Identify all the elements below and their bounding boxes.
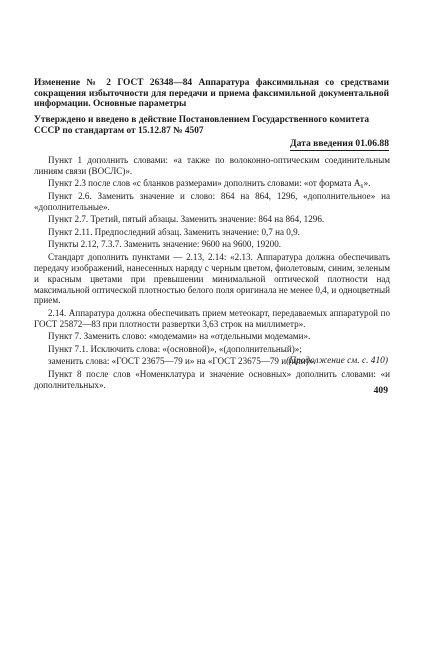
paragraph: Пункт 2.7. Третий, пятый абзацы. Заменить значение: 864 на 864, 1296. xyxy=(48,214,325,225)
paragraph: Пункт 1 дополнить словами: «а также по волоконно-оптическим соединительным линиям связи (ВОСЛС)». xyxy=(34,155,390,176)
paragraph: Пункт 7. Заменить слово: «модемами» на «отдельными модемами». xyxy=(48,331,311,342)
paragraph: Пункты 2.12, 7.3.7. Заменить значение: 9600 на 9600, 19200. xyxy=(48,239,282,250)
paragraph: 2.14. Аппаратура должна обеспечивать прием метеокарт, передаваемых аппаратурой по ГОСТ 25872—83 при плотности развертки 3,63 строк на миллиметр». xyxy=(34,307,390,329)
amendment-title: Изменение № 2 ГОСТ 26348—84 Аппаратура факсимильная со средствами сокращения избыточности для передачи и приема факсимильной документальной информации. Основные параметры xyxy=(34,78,389,110)
paragraph: Стандарт дополнить пунктами — 2.13, 2.14: «2.13. Аппаратура должна обеспечивать передачу изображений, нанесенных наряду с черным цветом, фиолетовым, синим, зеленым и красным цветами при превышении минимальной оптической плотности над максимальной оптической плотностью белого поля оригинала не менее 0,4, и одноцветный прием. xyxy=(34,251,390,306)
paragraph: Пункт 2.11. Предпоследний абзац. Заменить значение: 0,7 на 0,9. xyxy=(48,226,300,237)
continuation-note: (Продолжение см. с. 410) xyxy=(286,356,388,366)
approval-statement: Утверждено и введено в действие Постановлением Государственного комитета СССР по стандартам от 15.12.87 № 4507 xyxy=(34,115,370,136)
paragraph: заменить слова: «ГОСТ 23675—79 и» на «ГОСТ 23675—79 и (или)». xyxy=(48,356,316,367)
page-number: 409 xyxy=(373,385,388,396)
effective-date: Дата введения 01.06.88 xyxy=(289,138,389,149)
paragraph: Пункт 7.1. Исключить слова: «(основной)», «(дополнительный)»; xyxy=(48,343,302,354)
paragraph: Пункт 8 после слов «Номенклатура и значение основных» дополнить словами: «и дополнительных». xyxy=(34,368,390,390)
paragraph: Пункт 2.6. Заменить значение и слово: 864 на 864, 1296, «дополнительное» на «дополнительные». xyxy=(34,190,390,212)
paragraph: Пункт 2.3 после слов «с бланков размерами» дополнить словами: «от формата А₆». xyxy=(48,178,371,189)
